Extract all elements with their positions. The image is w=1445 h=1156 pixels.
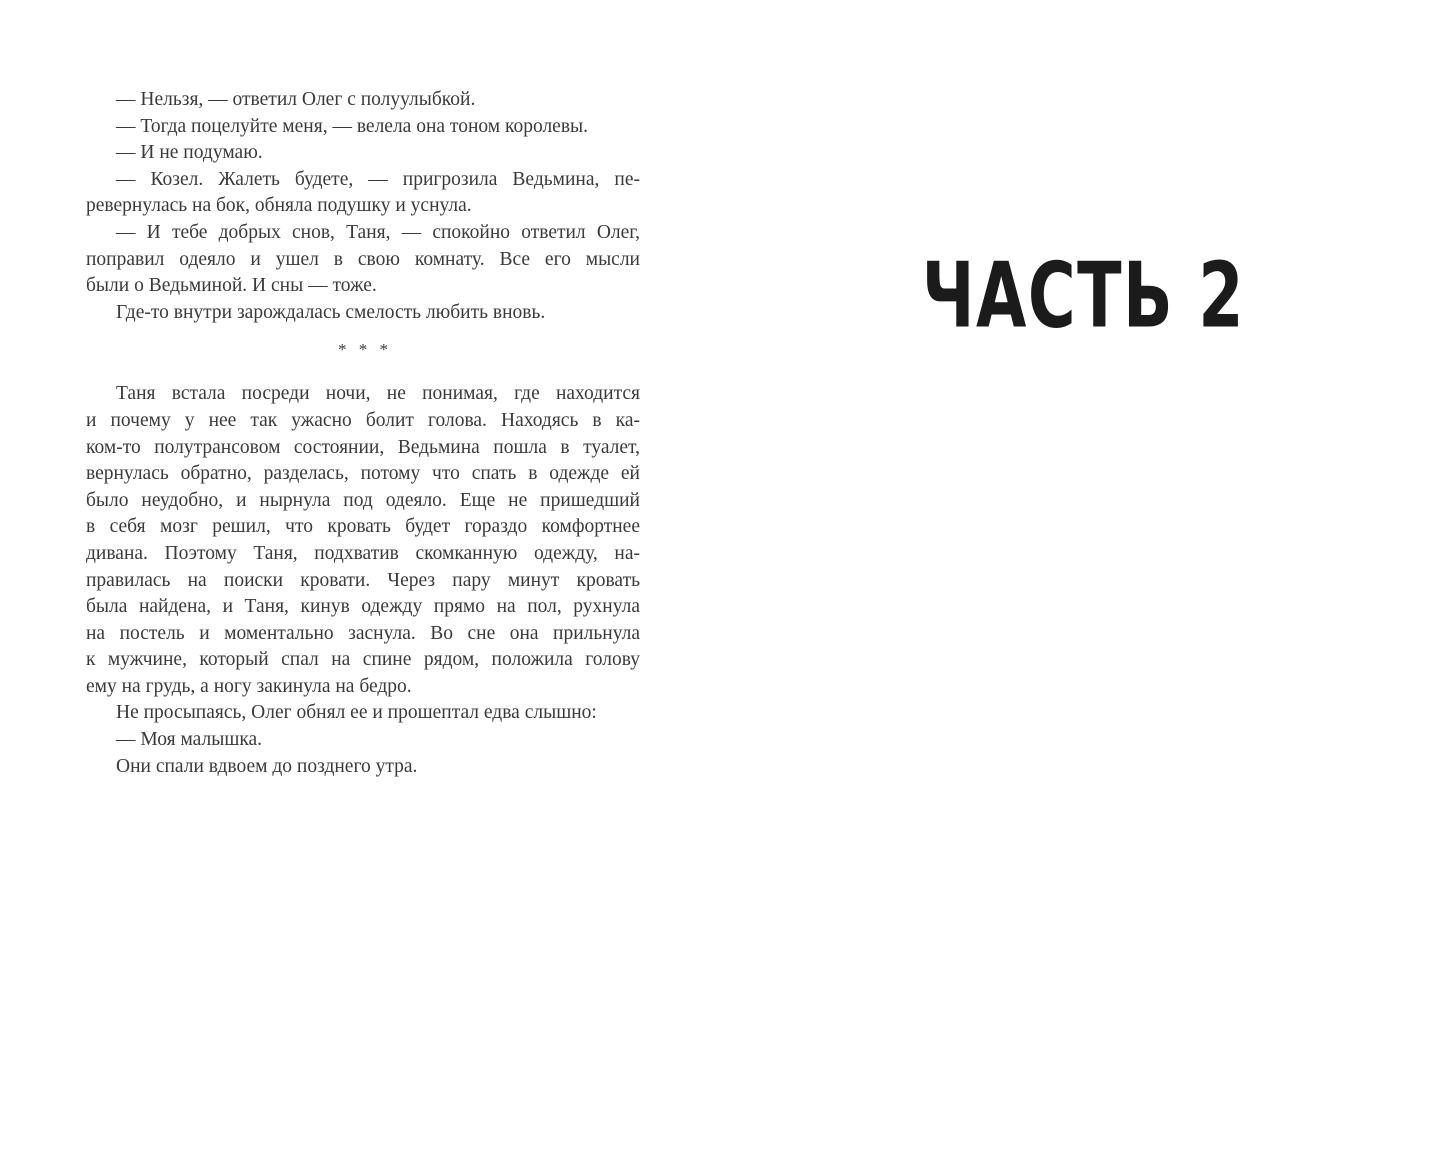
text-line: и почему у нее так ужасно болит голова. Находясь в ка- bbox=[86, 409, 640, 431]
text-line: Таня встала посреди ночи, не понимая, где находится bbox=[116, 383, 640, 405]
text-line: на постель и моментально заснула. Во сне она прильнула bbox=[86, 622, 640, 644]
text-line: — И тебе добрых снов, Таня, — спокойно ответил Олег, bbox=[116, 221, 640, 243]
text-line: дивана. Поэтому Таня, подхватив скомканную одежду, на- bbox=[86, 542, 640, 564]
text-line: — Тогда поцелуйте меня, — велела она тоном королевы. bbox=[116, 115, 589, 137]
text-line: — И не подумаю. bbox=[116, 142, 263, 164]
text-column bbox=[86, 87, 640, 780]
text-line: было неудобно, и нырнула под одеяло. Еще не пришедший bbox=[86, 489, 640, 511]
text-line: Где-то внутри зарождалась смелость любить вновь. bbox=[116, 301, 546, 323]
text-line: — Козел. Жалеть будете, — пригрозила Ведьмина, пе- bbox=[116, 168, 640, 190]
text-line: Не просыпаясь, Олег обнял ее и прошептал едва слышно: bbox=[116, 702, 597, 724]
text-line: ему на грудь, а ногу закинула на бедро. bbox=[86, 675, 412, 697]
text-line: ком-то полутрансовом состоянии, Ведьмина пошла в туалет, bbox=[86, 436, 640, 458]
text-line: к мужчине, который спал на спине рядом, положила голову bbox=[86, 649, 640, 671]
text-line: поправил одеяло и ушел в свою комнату. Все его мысли bbox=[86, 248, 640, 270]
text-line: ревернулась на бок, обняла подушку и уснула. bbox=[86, 195, 472, 217]
text-line: вернулась обратно, разделась, потому что спать в одежде ей bbox=[86, 463, 640, 485]
text-line: Они спали вдвоем до позднего утра. bbox=[116, 755, 418, 777]
text-line: была найдена, и Таня, кинув одежду прямо на пол, рухнула bbox=[86, 596, 640, 618]
right-page bbox=[722, 0, 1445, 1156]
section-separator: * * * bbox=[338, 340, 392, 360]
text-line: — Нельзя, — ответил Олег с полуулыбкой. bbox=[116, 89, 476, 110]
text-line: правилась на поиски кровати. Через пару минут кровать bbox=[86, 569, 640, 591]
left-page bbox=[0, 0, 722, 1156]
chapter-title: ЧАСТЬ 2 bbox=[921, 242, 1246, 349]
text-line: были о Ведьминой. И сны — тоже. bbox=[86, 275, 377, 297]
text-line: — Моя малышка. bbox=[116, 729, 263, 751]
text-line: в себя мозг решил, что кровать будет гораздо комфортнее bbox=[86, 516, 640, 538]
